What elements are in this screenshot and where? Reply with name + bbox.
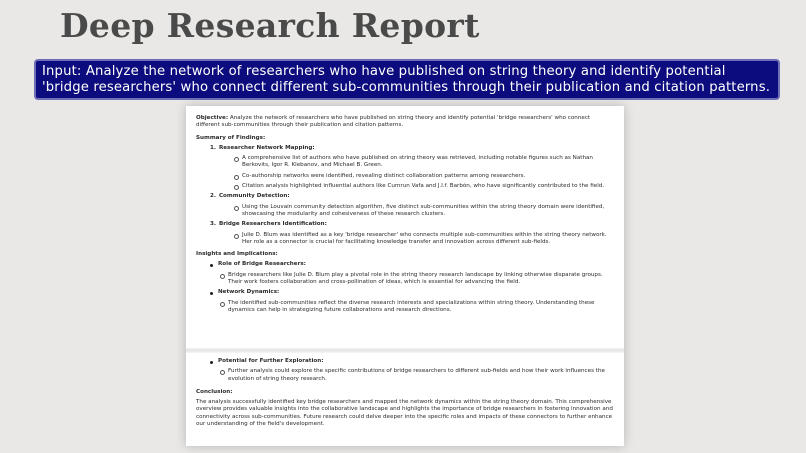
summary-heading: Summary of Findings: xyxy=(196,134,266,141)
finding-title: Community Detection: xyxy=(218,193,290,200)
report-upper-section xyxy=(186,106,624,349)
insights-heading: Insights and Implications: xyxy=(196,251,278,258)
conclusion-text: The analysis successfully identified key bridge researchers and mapped the network dynamics within the string theory domain. This comprehensive overview provides valuable insights into the collaborative landscape and highlights the importance of bridge researchers in fostering innovation and connectivity across sub-communities. Future research could delve deeper into the specific roles and impacts of these connectors to further enhance our understanding of the field's development. xyxy=(196,399,613,428)
finding-point: A comprehensive list of authors who have published on string theory was retrieved, including notable figures such as Nathan Berkovits, Igor R. Klebanov, and Michael B. Green. xyxy=(234,155,614,170)
finding-title: Researcher Network Mapping: xyxy=(218,144,315,151)
objective-paragraph xyxy=(196,115,614,130)
finding-heading xyxy=(210,221,614,228)
report-lower-section xyxy=(186,352,624,446)
conclusion-heading: Conclusion: xyxy=(196,388,233,395)
finding-item xyxy=(210,145,614,190)
insight-title: Network Dynamics: xyxy=(210,289,614,296)
input-prompt-box: Input: Analyze the network of researchers who have published on string theory and identify potential 'bridge researchers' who connect different sub-communities through their publication and citation patterns. xyxy=(34,59,780,100)
insight-title: Potential for Further Exploration: xyxy=(210,358,614,365)
slide-title: Deep Research Report xyxy=(60,6,480,45)
finding-item xyxy=(210,193,614,218)
report-screenshot xyxy=(186,106,624,446)
insight-text: Bridge researchers like Julie D. Blum play a pivotal role in the string theory research landscape by linking otherwise disparate groups. Their work fosters collaboration and cross-pollination of ideas, which is essential for advancing the field. xyxy=(220,272,614,287)
finding-number: 3. xyxy=(210,221,217,228)
objective-text: Analyze the network of researchers who have published on string theory and identify potential 'bridge researchers' who connect different sub-communities through their publication and citation patterns. xyxy=(196,115,591,129)
finding-point: Citation analysis highlighted influential authors like Cumrun Vafa and J.l.f. Barbón, who have significantly contributed to the field. xyxy=(234,183,614,190)
finding-point: Julie D. Blum was identified as a key 'bridge researcher' who connects multiple sub-communities within the string theory network. Her role as a connector is crucial for facilitating knowledge transfer and innovation across different sub-fields. xyxy=(234,232,614,247)
finding-number: 2. xyxy=(210,193,217,200)
finding-heading xyxy=(210,193,614,200)
finding-heading xyxy=(210,145,614,152)
finding-title: Bridge Researchers Identification: xyxy=(218,221,327,228)
finding-point: Co-authorship networks were identified, revealing distinct collaboration patterns among researchers. xyxy=(234,173,614,180)
finding-item xyxy=(210,221,614,246)
insight-text: Further analysis could explore the specific contributions of bridge researchers to different sub-fields and how their work influences the evolution of string theory research. xyxy=(220,368,614,383)
insight-title: Role of Bridge Researchers: xyxy=(210,261,614,268)
insight-text: The identified sub-communities reflect the diverse research interests and specializations within string theory. Understanding these dynamics can help in strategizing future collaborations and research directions. xyxy=(220,300,614,315)
finding-point: Using the Louvain community detection algorithm, five distinct sub-communities within the string theory domain were identified, showcasing the modularity and cohesiveness of these research clusters. xyxy=(234,204,614,219)
objective-label: Objective: xyxy=(196,115,229,121)
finding-number: 1. xyxy=(210,144,217,151)
